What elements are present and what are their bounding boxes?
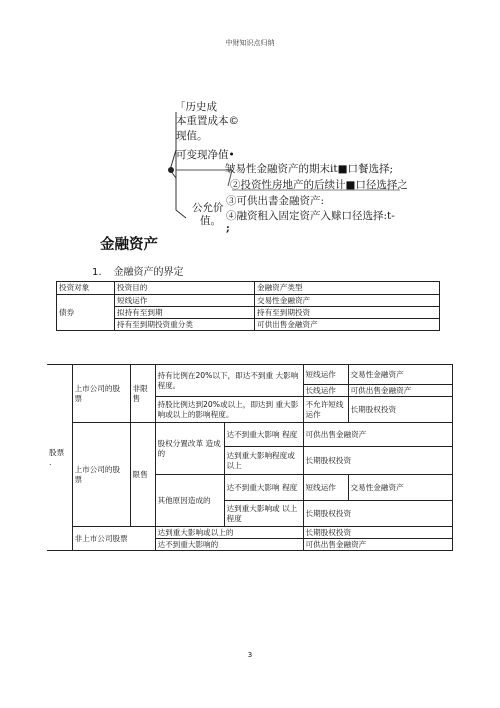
mindmap-item-b: ②投资性房地产的后续计■口径选择之 — [230, 179, 408, 191]
table-cell-type: 长期股权投资 — [303, 527, 452, 539]
table-cell-listed: 上市公司的股票 — [72, 423, 130, 527]
table-cell-type: 交易性金融资产 — [348, 365, 452, 385]
classification-table-stocks — [47, 364, 453, 551]
table-cell-level: 达不到重大影响的 — [155, 539, 303, 551]
table-cell-type: 可供出售金融资产 — [348, 385, 452, 397]
mindmap-line-1: 「历史成 — [175, 101, 217, 113]
table-cell-other-reason: 其他原因造成的 — [155, 475, 224, 527]
table-cell-type: 长期股权投资 — [303, 501, 452, 527]
table-header-purpose: 投资目的 — [115, 282, 255, 295]
classification-table-bonds — [56, 281, 440, 331]
mindmap-item-c: ③可供出書金融资产: — [226, 195, 325, 207]
table-header-object: 投资对象 — [57, 282, 115, 295]
mindmap-line-4: 可变现净值• — [176, 149, 235, 161]
mindmap-line-3: 现值。 — [176, 130, 208, 142]
table-cell-nr-above-20: 持股比例达到20%或以上，即达到 重大影响或以上的影响程度。 — [155, 397, 303, 423]
table-cell-purpose: 短线运作 — [303, 475, 348, 501]
table-cell-purpose: 长线运作 — [303, 385, 348, 397]
table-cell-level: 达到重大影响或 以上程度 — [224, 501, 303, 527]
mindmap-line-6: 值。 — [200, 215, 221, 227]
table-cell-level: 达到重大影响或以上的 — [155, 527, 303, 539]
mindmap-line-2: 本重置成本© — [176, 115, 239, 127]
table-cell-stocks — [47, 365, 72, 551]
page-header: 中财知识点归纳 — [225, 39, 275, 47]
table-cell-type: 长期股权投资 — [303, 447, 452, 475]
table-cell-type: 交易性金融资产 — [255, 295, 440, 307]
mindmap-line-5: 公允价 — [192, 202, 224, 214]
section-title: 金融资产 — [100, 237, 158, 253]
table-header-type: 金融资产类型 — [255, 282, 440, 295]
table-cell-nr-below-20: 持有比例在20%以下，即达不到重 大影响程度。 — [155, 365, 303, 397]
table-cell-type: 可供出售金融资产 — [303, 423, 452, 447]
mindmap-item-d: ④融资租入固定资产入赇口径选择:t- — [226, 210, 395, 222]
table-cell-purpose: 短线运作 — [115, 295, 255, 307]
table-cell-level: 达到重大影响程度或以上 — [224, 447, 303, 475]
table-cell-split-reform: 股权分置改革 造成的 — [155, 423, 224, 475]
table-cell-purpose: 不允许短线运作 — [303, 397, 348, 423]
table-cell-type: 持有至到期投资 — [255, 307, 440, 319]
table-cell-purpose: 持有至到期投资重分类 — [115, 319, 255, 331]
table-cell-restricted: 限售 — [130, 423, 155, 527]
table-cell-type: 交易性金融资产 — [348, 475, 452, 501]
stocks-dot: . — [49, 457, 52, 467]
mindmap-item-a: 皱易性金融资产的期末it■口餐选择; — [225, 163, 394, 175]
table-cell-level: 达不到重大影响 程度 — [224, 475, 303, 501]
table-cell-unlisted: 非上市公司股票 — [72, 527, 155, 551]
table-cell-purpose: 短线运作 — [303, 365, 348, 385]
subsection-title: 金融资产的界定 — [113, 267, 184, 278]
table-cell-type: 可供出售金融资产 — [255, 319, 440, 331]
table-cell-type: 可供出售金融资产 — [303, 539, 452, 551]
table-cell-object-bond: 债券 — [57, 295, 115, 331]
mindmap-node-dot — [168, 167, 174, 173]
table-cell-listed: 上市公司的股票 — [72, 365, 130, 423]
table-cell-purpose: 拟持有至到期 — [115, 307, 255, 319]
mindmap-item-e: ; — [226, 222, 230, 234]
table-cell-nonrestricted: 非限售 — [130, 365, 155, 423]
stocks-label: 股票 — [49, 447, 65, 457]
table-cell-type: 长期股权投资 — [348, 397, 452, 423]
table-cell-level: 达不到重大影响 程度 — [224, 423, 303, 447]
subsection-number: 1. — [92, 267, 102, 278]
page-number: 3 — [247, 651, 253, 659]
subsection-heading — [92, 263, 184, 278]
